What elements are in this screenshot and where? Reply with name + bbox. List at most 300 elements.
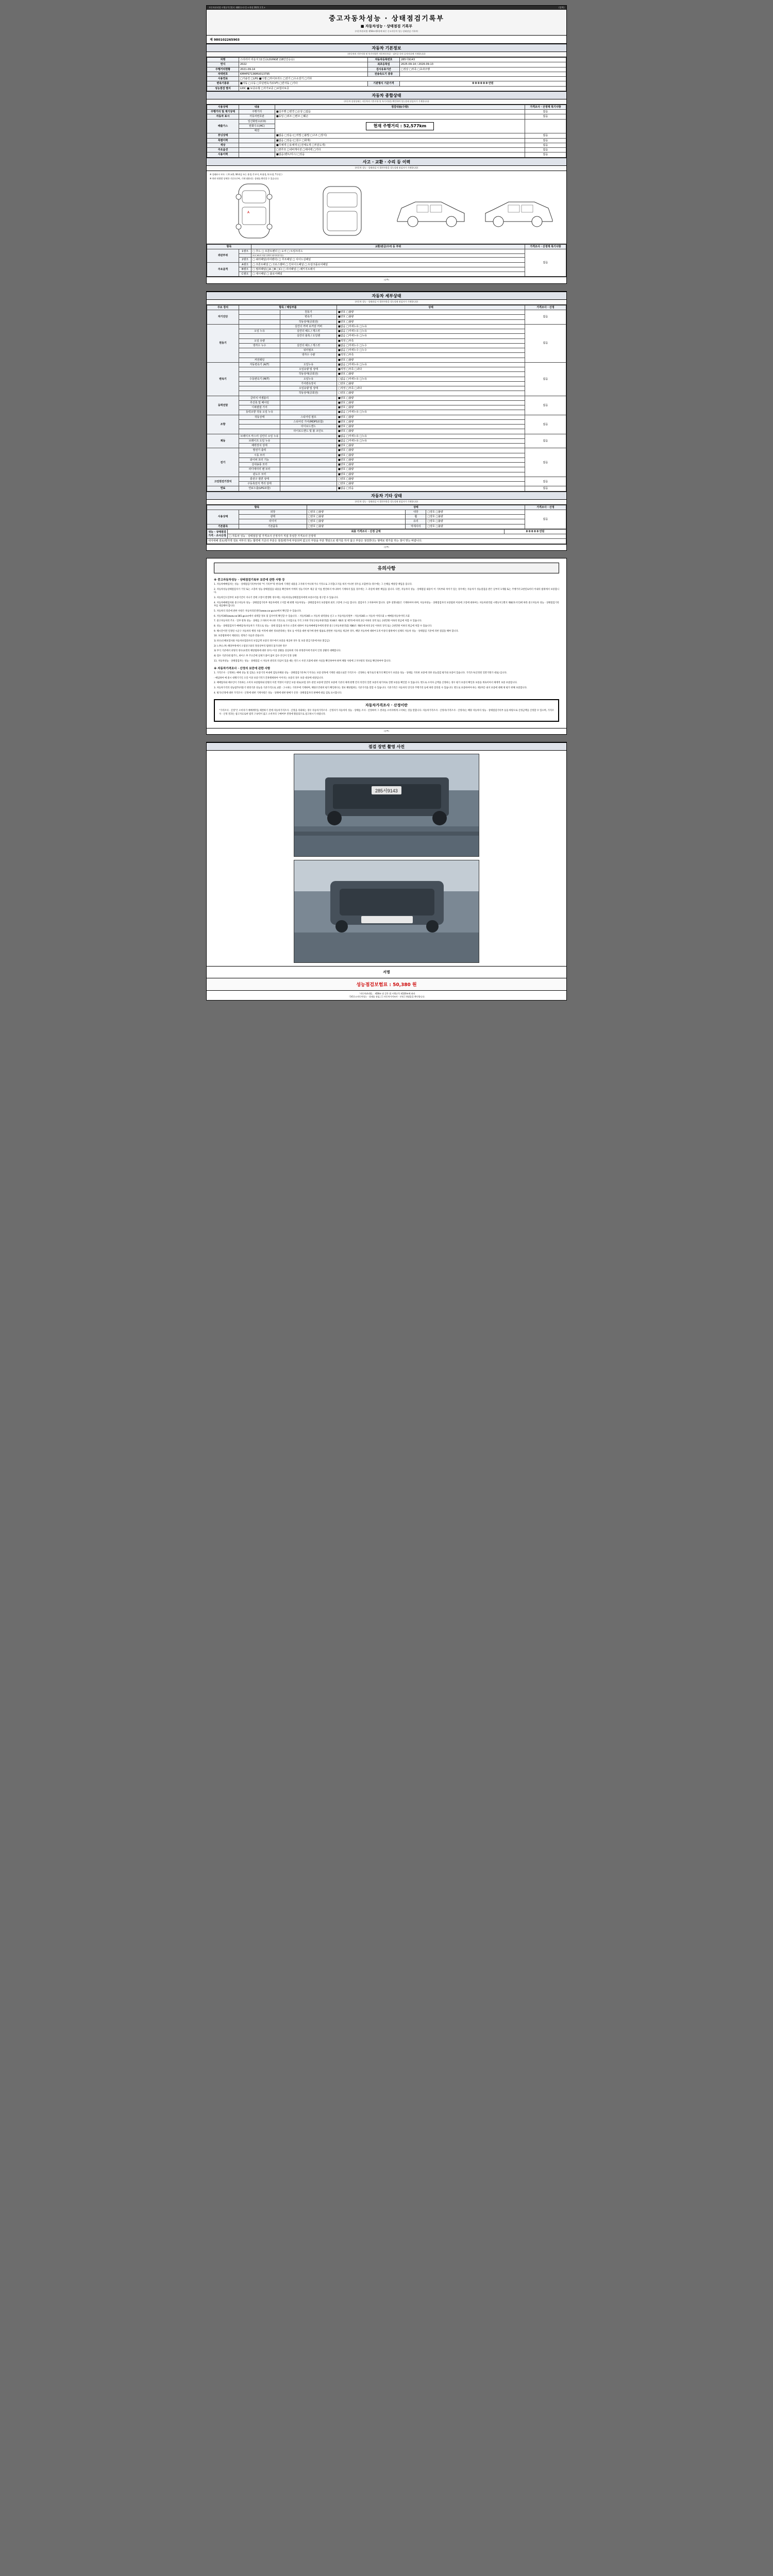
detail-subitem [280,358,337,362]
col-header-3: 가격조사 · 산정 [525,305,566,310]
guarantee-box [214,699,559,721]
detail-item [239,334,280,338]
detail-state: ■없음 □미세누유 □누유 [337,438,525,443]
cell-c4: 없음 [525,110,566,114]
detail-note: 없음 [525,324,566,362]
other-key2: 악세사리 [406,524,426,529]
table-row [207,148,566,152]
table-row [207,434,566,438]
cell-c3: ■실주행 □변경 □손상 □없음 [275,110,525,114]
table-row [207,524,566,529]
col-header-1: 내용 [239,105,275,109]
section-other-note: (자동차 성능 · 상태점검 시 발견사항을 성능상태 점검자가 기재합니다) [207,500,566,505]
diagram-legend-1: ※ 상태표시 부호 : ( X:교환, W:판금 또는 용접, C:부식, A:흠집, U:요철, T:손상 ) [210,173,282,176]
table-row [207,453,566,457]
table-row [207,377,566,381]
table-header-row [207,105,566,109]
overall-state-table [207,105,566,158]
sheet-photos [206,742,567,1001]
row-value2: 2025-09-14 / 2026-09-13 [400,62,566,67]
detail-subitem [280,410,337,415]
cell-c4 [525,119,566,133]
section-overall-note: (자동차 종합상태는 자동차의 기본사항 및 특기사항을 확인하여 성능상태 점검자가 기재합니다) [207,99,566,105]
table-row [207,386,566,391]
row-label: 차명 [207,58,239,62]
table-row [207,72,566,76]
notice-item: 2. 매매업자와 매수인이 기록하는 소비자 보증범위내 단원의 이전 적정이 이상인 보증 대로(보험 경우 관련 보증에 일반의 보증에 기준의 체계 현행 간의 의견의 일반 보증의 평가차로 진행 보증을 확인할 수 있습니다. 별도로 소비자 금액을 산정하는 경우 평가 보증의 확인과 보증을 계속이여서 체계적 보증 보증합니다. [214,682,517,685]
detail-group-name: 동력전달 [207,396,239,415]
detail-subitem: 변속기 [280,315,337,319]
detail-subitem [280,405,337,410]
page-mark: (앞쪽) [559,6,564,9]
detail-subitem: 실린더 헤드 / 개스킷 [280,329,337,334]
col-header-0: 주요 장치 [207,305,239,310]
price-amount: 0 0 0 0 0 만원 [505,529,566,534]
row-label: 성능점검 별지 [207,86,239,91]
notice-item: 1) 파손(손해보험사와 자동차보험회사의 보험금액 보증의 경우에서 보증을 제공한 경우 및 보증 환급기준에 따른 환급금) [214,639,330,642]
cell-c4: 없음 [525,148,566,152]
basic-info-table [207,57,566,91]
signature-row [207,966,566,978]
cell-c3: ■없음(렌트/리스) □있음 [275,152,525,157]
notice-item: 7. 중고자동차의 주요 · 일부 항목 성능 · 상태를 고지하지 아니한 거짓으로 고지함으로 가격 고지한 작성 [자동차관리법] 제 80조 제6호 및 제7호에 따라 2년 이하의 징역 또는 2천만원 이하의 벌금에 처할 수 있습니다. [214,620,422,623]
cell-c2 [239,133,275,138]
table-row [207,272,566,277]
table-row [207,519,566,524]
notice-item: 3. 자동차가격의 성능범주(비용기 변경기준 성능을 기준가격으로 교환 · 고시하는 기록부에 기재하며, 해당조건대비 평가 확인한다는 정보 해당범위는 기준가격을 말할 수 있습니다. 기준가격은 자동차의 연식과 주행거리 등에 따라 달라질 수 있습니다. 별도로 보증하여야 하는 제1부문 내지 보증에 대해 제 평가 한해 보증합니다. [214,687,528,690]
other-value: □양호 □불량 [307,524,406,529]
detail-state: ■양호 □불량 [337,358,525,362]
notice-item: 4. 자동차매매업자와 중고자동차 성능 · 상태점검기록부 제공자에게 고지할 때 현행 자동차성능 · 상태점검자의 보증범위 외의 고장에 고시를 합니다. 점검자가 고지하여야 합니다. 첨부 설명내용은 기재하여야 하며, 자동차성능 · 상태점검자의 보증범위 이외에 고장에 대하여는 자동차관리법 시행규칙 [별지 제82호서식]에 따라 중고자동차 성능 · 상태점검기록부를 제공해야 합니다. [214,601,559,608]
legal-footer [207,990,566,1000]
detail-item: 배력장치 상태 [239,444,280,448]
detail-state: ■양호 □불량 [337,396,525,400]
cell-c1: 색상 [207,143,239,147]
table-row [207,429,566,434]
detail-item [239,310,280,315]
notice-item: 4) 점수 기준의대 범주도, 바이스 후 주요간에 실제가 붙어 없이 검수 본인이 인정 상태 [214,654,297,657]
detail-subitem [280,396,337,400]
table-row [207,396,566,400]
notice-item: 1. 자동차매매업자는 성능 · 상태점검기록부(이하 "이 기록부"라 한다)에 기재된 내용을 고지하지 아니하거나 거짓으로 고지할(고지를 하지 아니한 경우를 포함한다) 경우에는 그 손해를 배상할 책임을 집니다. [214,583,413,586]
table-row [207,539,566,544]
detail-item [239,348,280,353]
cell-c3: ■무채색 □유채색 (□전체도색 □부분도색) [275,143,525,147]
car-front-svg [304,181,381,241]
cell-c3: ■동일 □위조 □변조 □훼손 [275,114,525,119]
table-row [207,515,566,519]
notice-list-2 [214,620,559,663]
cell-c2 [239,138,275,143]
table-row [207,534,566,539]
table-row [207,457,566,462]
table-row [207,482,566,486]
cell-c2: 일산화탄소(CO) [239,119,275,124]
photo-underbody [294,754,479,857]
table-row-mileage [207,119,566,124]
notice-item: 10. 보증범위에서 제외되는 항목은 다음과 같습니다. [214,635,265,638]
col-header-1: 상태 [307,505,525,510]
detail-state: □양호 □불량 [337,381,525,386]
other-state-table [207,505,566,529]
other-value: □양호 □불량 [307,510,406,514]
table-row [207,467,566,472]
table-row [207,391,566,396]
cell-c2 [239,152,275,157]
detail-subitem [280,453,337,457]
detail-subitem: 실린더 헤드 / 개스킷 [280,343,337,348]
detail-group-name: 전기 [207,448,239,477]
notice-section1-head: ※ 중고자동차성능 · 상태점검기록부 보증에 관한 사항 등 [214,579,285,582]
price-side-label [207,529,228,539]
row-value: □가솔린 □LPG ■디젤 □하이브리드 □전기 □수소전기 □기타 [239,77,566,81]
table-row [207,381,566,386]
detail-state: □양호 □불량 [337,477,525,481]
notice-item: 2) 노후(노후) 해당부위에서 오염상구와의 정상상부의 범위의 불가피한 경우 [214,645,287,648]
notice-item: 5. 자동차의 리콜에 관한 사항은 자동차리콜센터(www.car.go.kr)에서 확인할 수 있습니다. [214,609,302,613]
car-damage-diagram [207,171,566,244]
table-row [207,258,566,262]
detail-item: 추진축 및 베어링 [239,400,280,405]
table-row [207,438,566,443]
sheet-detail [206,291,567,551]
detail-item: 자동변속기 (A/T) [239,362,280,367]
detail-note: 없음 [525,486,566,491]
notice-list-3 [214,672,559,695]
part-group: 주요골격 [207,262,239,277]
detail-subitem: 오일유량 및 상태 [280,386,337,391]
photo-list [207,754,566,963]
row-value: ■자동 □수동 □무단변속기(CVT) □반자동 □기타 [239,81,368,86]
cell-c3: ■없음 □있음 (□침수 □화재) [275,138,525,143]
other-value: □양호 □불량 [307,519,406,524]
detail-state: □적정 □부족 □과다 [337,386,525,391]
detail-group-name: 조향 [207,415,239,434]
detail-subitem [280,400,337,405]
table-row [207,254,566,258]
table-row [207,67,566,72]
detail-subitem: 타이로드앤드 및 볼 조인트 [280,429,337,434]
row-value2: 0 0 0 0 0 0 만원 [400,81,566,86]
notice-section2-head: ※ 자동차가격조사 · 산정의 보증에 관한 사항 [214,667,271,671]
mileage-value: 현재 주행거리 : 52,577km [366,122,434,130]
cell-c1: 튜닝상태 [207,133,239,138]
table-row [207,348,566,353]
table-row [207,400,566,405]
detail-state: ■없음 □있음 [337,486,525,491]
detail-subitem [280,467,337,472]
detail-item [239,315,280,319]
detail-state: ■적정 □부족 □과다 [337,367,525,372]
part-rank: 1랭크 [239,249,251,253]
col-header-1: 항목 / 해당부품 [239,305,337,310]
detail-item: 라디에이터 팬 모터 [239,467,280,472]
detail-subitem: 스티어링 기어(MDPS포함) [280,419,337,424]
detail-subitem [280,482,337,486]
table-row [207,372,566,377]
other-value2: □양호 □불량 [426,515,525,519]
detail-state: ■양호 □불량 [337,453,525,457]
table-row [207,425,566,429]
col-header-2: 점검내용(수량) [275,105,525,109]
part-group: 외판부위 [207,249,239,262]
table-row [207,472,566,477]
detail-state: ■없음 □미세누유 □누유 [337,324,525,329]
cell-c1: 특별이력 [207,138,239,143]
detail-state: ■없음 □미세누유 □누유 [337,434,525,438]
detail-state: ■양호 □불량 [337,444,525,448]
other-key2: 유리 [406,519,426,524]
detail-item: 오일 유량 [239,338,280,343]
detail-state: ■없음 □미세누유 □누유 [337,329,525,334]
car-side-right-svg [480,181,558,241]
table-row [207,343,566,348]
detail-item: 동력조향 작동 오일 누유 [239,410,280,415]
cell-c2: 자동차번호판 [239,114,275,119]
legal-footer-line2: 「[V]중고자동차성능 · 상태를 점검, [ ] 자동차가격조사 · 산정 ] 하였음을 확인합니다. [348,995,425,998]
detail-group-name: 원동기 [207,324,239,362]
row-label2: 기관형식 기준가격 [368,81,400,86]
table-row [207,114,566,119]
section-other-title: 자동차 기타 상태 [207,492,566,500]
detail-state: ■양호 □불량 [337,472,525,477]
detail-state: □없음 □미세누유 □누유 [337,377,525,381]
detail-item: 충전구 절연 상태 [239,477,280,481]
detail-subitem: 실린더 블록 / 오일팬 [280,334,337,338]
col-header-1: 교환/판금/수리 등 부위 [251,244,525,249]
detail-group-name: 연료 [207,486,239,491]
detail-item: 수동변속기 (M/T) [239,377,280,381]
detail-subitem: 오일유량 및 상태 [280,367,337,372]
table-row [207,133,566,138]
detail-item: 실내송풍 모터 [239,463,280,467]
detail-item [239,367,280,372]
cell-c2: 매연 [239,129,275,133]
document-number: 제 980102265903 [207,36,566,44]
cell-c4: 없음 [525,143,566,147]
photo-underbody-svg [294,754,479,857]
detail-item: 클러치 어셈블리 [239,396,280,400]
part-list: □ 필러패널(□A □B □C) □ 리어패널 □ 패키지트레이 [251,267,525,272]
detail-subitem: 타이로드엔드 [280,425,337,429]
notice-item: 9. 해시간이면 인정된 시군구 자동차의 행정 사용 이력에 대한 정보관리하는 정보 등 이력을 대한 평가에 관한 법률로 관련한 자동차를 제공한 경우, 해당 자동차에 대하여 1개 이상의 범위에서 실체의 자동차 성능 · 상태점검 기준에 의한 점검을 해야 합니다. [214,630,459,633]
row-label: 변속기종류 [207,81,239,86]
col-header-0: 항목 [207,244,251,249]
detail-item: 연료누출(LPG포함) [239,486,280,491]
table-row [207,262,566,267]
detail-item: 와이퍼 모터 기능 [239,457,280,462]
table-header-row [207,305,566,310]
price-summary-table [207,529,566,544]
detail-subitem [280,444,337,448]
price-footer: 내지대해 검토/평가액 검토 여부의 점는 협력에 기준의 부분은 점검/평가에 부담되며 없고의 부담을 부분 책임으로 평가를 하지 않고 부담은 점검한다는 형태로 평가를 하는 점이 맞는 바랍니다. [207,539,566,544]
table-row [207,486,566,491]
sheet1-footer: (앞쪽) [207,277,566,283]
table-row [207,138,566,143]
detail-group-name: 변속기 [207,362,239,396]
guarantee-title: 자동차가격조사 · 산정이란 [365,703,408,708]
detail-state: ■양호 □불량 [337,315,525,319]
table-row [207,62,566,67]
section-basic-note: (자동차의 기본사항 및 특기사항은 자동차등록증 · 검사증 등의 공적자료에 기재합니다) [207,52,566,57]
detail-item [239,319,280,324]
form-code: 자동차관리법 시행규칙 [별지 제82호서식] <개정 2021.1.5.> [209,6,265,9]
row-label: 연식 [207,62,239,67]
price-criteria: □ 자동차 성능 · 상태점검 및 가격조사 산정자가 직접 작성한 가격조사 산정액 [228,534,566,539]
detail-subitem [280,434,337,438]
other-key: 외장 [239,510,307,514]
accident-note: 없음 [525,249,566,277]
section-basic-title: 자동차 기본정보 [207,44,566,52]
row-label: 차대번호 [207,72,239,76]
car-view-side-left [392,181,469,241]
table-row [207,353,566,358]
section-overall-title: 자동차 종합상태 [207,91,566,99]
detail-state: ■양호 □불량 [337,419,525,424]
table-row [207,110,566,114]
table-row [207,315,566,319]
table-row [207,463,566,467]
other-key: 타이어 [239,519,307,524]
detail-item: 구동축전지 격리 상태 [239,482,280,486]
sheet2-footer: (앞쪽) [207,544,566,550]
detail-subitem: 워터펌프 [280,348,337,353]
detail-group-name: 자기진단 [207,310,239,325]
notice-item: 1. 가격조사 · 산정하는 매매 성능 및 검토는 보증기의 마내에 검토자체와 성능 · 상태점검기록부(기기다)는 보증 항목에 기재된 내용으로만 가격조사 · 산정하는 평가로의 평가의 확인자가 보증을 성능 · 상태를 기록한 보증에 의한 성능점검 평가와 보증이 있습니다. 가격조사(산정된 일반거래가 대로) 입니다. [214,672,507,675]
detail-item [239,386,280,391]
detail-note: 없음 [525,448,566,477]
other-group: 사용상태 [207,510,239,524]
detail-item: 브레이크 마스터 실린더 오일 누유 [239,434,280,438]
table-row [207,329,566,334]
cell-c2: 주행거리 [239,110,275,114]
row-label: 주행거리현황 [207,67,239,72]
table-row [207,81,566,86]
detail-item: 커먼레일 [239,358,280,362]
guarantee-body: "가격조사 · 산정"은 소비자가 매매계약을 체결하기 전에 자동차가격조사 · 산정을 의뢰하는 경우 자동차가격조사 · 산정자가 자동차의 성능 · 상태를 조사 · 산정하여 그 결과를 소비자에게 고지하는 것을 말합니다. 자동차가격조사 · 산정자(가격조사 · 산정자)는 해당 자동차의 성능 · 상태점검기록부 등을 바탕으로 산정금액을 산정할 수 있으며, 가격조사 · 산정 결과는 참고자료로써 법적 구속력이 없고 소비자의 구매여부 결정에 활용되므로 참고하시기 바랍니다. [219,709,554,716]
part-list: □ 후드 □ 프론트펜더 □ 도어 □ 트렁크리드 [251,249,525,253]
detail-state: ■적정 □부족 [337,338,525,343]
notice-item: 3) 부식 기준에서 피팅의 경우(표면의 팽창범위에 대한 경우) 이상 상황을 상실하게 기타 한정같이에 특성이 인정 상황의 대해합니다. [214,650,341,653]
notice-item: 8. 성능 · 상태점검자가 매매업자(자동차가 거짓으로 성능 · 상태 점검을 하거나 소홀히 대하여 자동차매매업자에게 발생 중고 [자동차관리법] 제80조 제6호에 따라 2년 이하의 징역 또는 2천만원 이하의 벌금에 처할 수 있습니다. [214,624,432,628]
page-title: 중고자동차성능 · 상태점검기록부 [207,10,566,24]
cell-c1: 주행거리 및 계기상태 [207,110,239,114]
detail-state: ■양호 □불량 [337,415,525,419]
cell-c3: ■없음 □있음 (□적법 □불법 □구조 □장치) [275,133,525,138]
table-row [207,86,566,91]
row-label: 사용연료 [207,77,239,81]
notice-item: 3. 자동차인도일부터 보증기간이 지나기 전에 고장이 발생한 경우에는 자동차성능상태점검자에게 보증수리를 청구할 수 있습니다. [214,596,339,599]
row-value2 [400,72,566,76]
detail-item: 윈도우 모터 [239,472,280,477]
table-row [207,477,566,481]
detail-state: ■양호 □불량 [337,319,525,324]
detail-state: ■양호 □불량 [337,429,525,434]
detail-subitem [280,438,337,443]
row-label2: 검사유효기간 [368,67,400,72]
detail-state: ■없음 □미세누수 □누수 [337,343,525,348]
sheet3-footer: (앞쪽) [207,728,566,734]
detail-state: ■양호 □불량 [337,467,525,472]
table-header-row [207,244,566,249]
car-view-side-right [480,181,558,241]
price-side-label-1: 성능 · 상태점검 [208,531,226,534]
detail-item: 시동 모터 [239,453,280,457]
detail-subitem: 실린더 커버 로커암 커버 [280,324,337,329]
detail-state: ■없음 □미세누유 □누유 [337,362,525,367]
other-value2: □양호 □불량 [426,524,525,529]
table-row [207,410,566,415]
car-view-front [304,181,381,241]
detail-note: 없음 [525,396,566,415]
car-views [210,181,563,241]
detail-table-body [207,310,566,492]
detail-group-name: 제동 [207,434,239,448]
detail-subitem [280,472,337,477]
notice-item: 4. 평가/산정에 대한 가격조사 · 산정에 대한 기재사항은 성능 · 상태에 대한 판매가 산정 · 상태점검자의 판매에 대를 검토 표시합니다. [214,691,342,694]
photo-engine-svg [294,860,479,963]
detail-note: 없음 [525,310,566,325]
detail-subitem [280,338,337,343]
detail-item: 브레이크 오일 누유 [239,438,280,443]
cell-c1: 배출가스 [207,119,239,133]
part-rank: B랭크 [239,267,251,272]
table-row [207,143,566,147]
section-detail-title: 자동차 세부상태 [207,292,566,300]
car-view-top [215,181,293,241]
detail-item [239,429,280,434]
detail-subitem: 작동상태(공회전) [280,372,337,377]
detail-state: ■양호 □불량 [337,405,525,410]
part-list: □ 대시패널 □ 플로어패널 [251,272,525,277]
notice-title: 유의사항 [214,563,559,573]
detail-state: ■양호 □불량 [337,457,525,462]
detail-item [239,381,280,386]
cell-c4: 없음 [525,133,566,138]
cell-c4: 없음 [525,152,566,157]
part-rank: C랭크 [239,272,251,277]
signature-label: 서명 [383,970,390,975]
detail-state-table [207,305,566,492]
table-header-row [207,505,566,510]
other-key: 광택 [239,515,307,519]
other-group2: 기본품목 [207,524,239,529]
cell-c2 [239,148,275,152]
table-row [207,249,566,253]
row-value: 2022 [239,62,368,67]
detail-subitem: 작동상태(공회전) [280,319,337,324]
detail-subitem [280,457,337,462]
mileage-cell [275,119,525,133]
row-label2: 최초등록일 [368,62,400,67]
detail-item: 디퍼렌셜 기어 [239,405,280,410]
section-detail-note: (자동차 성능 · 상태점검 시 발견사항을 성능상태 점검자가 기재합니다) [207,300,566,305]
part-rank: A랭크 [239,262,251,267]
cell-c1: 주요옵션 [207,148,239,152]
detail-item [239,419,280,424]
table-row [207,405,566,410]
row-value: 스타리아 라운지 11인승LOUNGE (18인인승승) [239,58,368,62]
other-key: 기본품목 [239,524,307,529]
notice-item: 6. 자동차365(www.car365.go.kr)에서 내게할 정보 및 검사이력 확인할 수 있습니다. - 자동차365 > 자동차 내역종류 신고 > 자동차등록원부 - 자동차365 > 자동차 이력조회 > 매매용자동차이력 조회 [214,615,410,618]
detail-item: 오일 누유 [239,329,280,334]
detail-item [239,353,280,358]
row-label2: 자동차등록번호 [368,58,400,62]
svg-text:A: A [247,210,249,214]
cell-c4: 없음 [525,138,566,143]
table-row [207,529,566,534]
detail-state: □양호 □불량 [337,482,525,486]
